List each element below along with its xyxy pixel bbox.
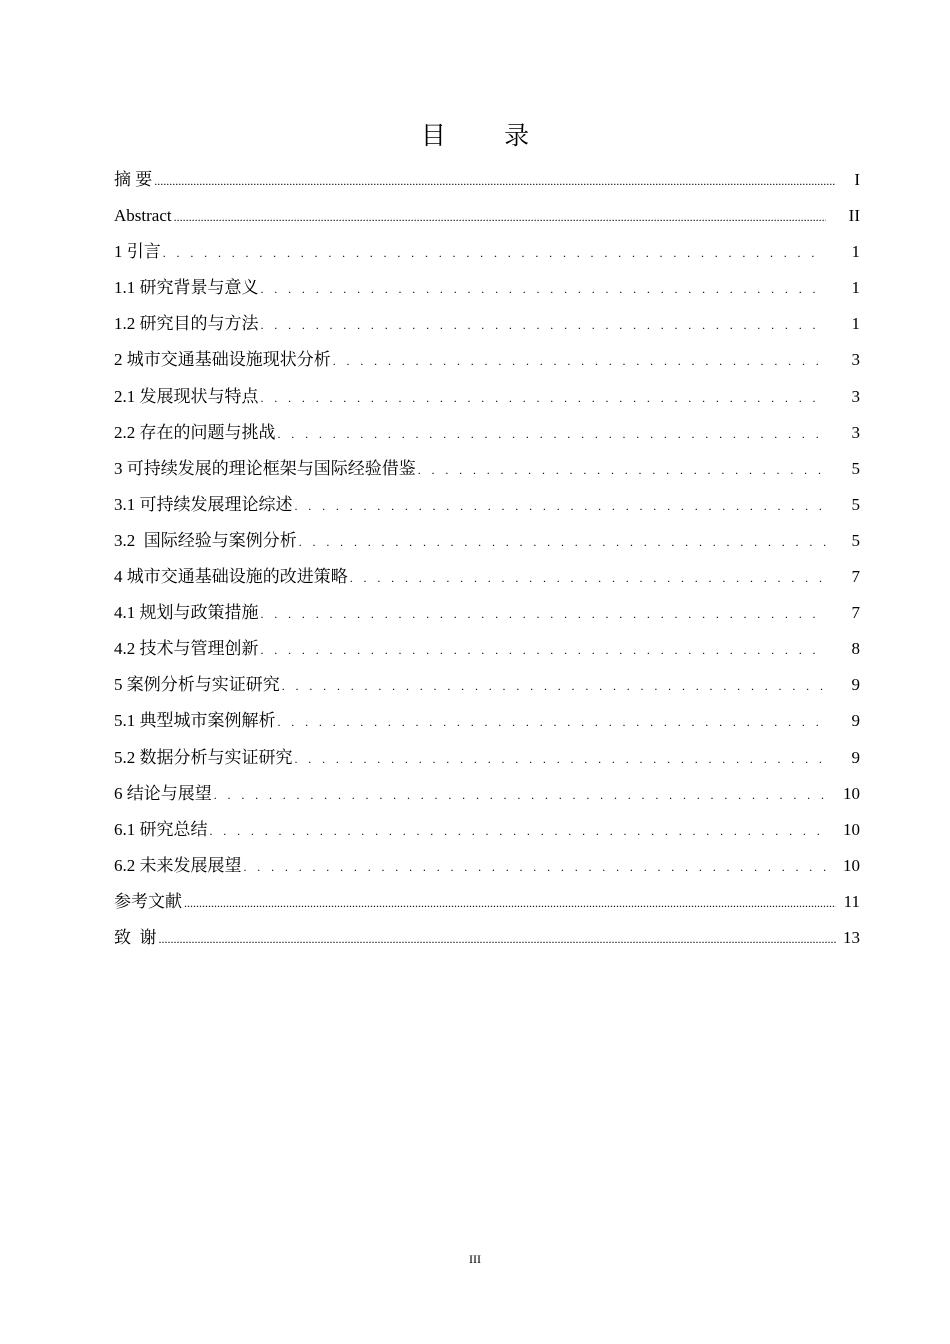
toc-entry-section-3-1[interactable] [114,487,860,523]
toc-entry-label: 3.2 国际经验与案例分析 [114,530,297,550]
toc-entry-page: 9 [851,711,860,731]
toc-dot-leader [261,306,827,343]
toc-dot-leader [278,415,827,452]
toc-entry-label: 4.1 规划与政策措施 [114,603,259,623]
toc-dot-leader [261,379,827,416]
toc-entry-page: 10 [843,855,860,875]
toc-dot-leader [278,703,827,740]
toc-entry-section-5-2[interactable] [114,740,860,776]
toc-entry-page: II [848,206,860,226]
toc-entry-page: 13 [843,927,860,947]
toc-entry-page: 1 [851,314,860,334]
toc-dot-leader [159,920,837,957]
toc-entry-acknowledgements[interactable] [114,920,860,956]
toc-entry-label: 参考文献 [114,891,182,911]
toc-dot-leader [418,451,826,488]
toc-entry-page: 1 [851,278,860,298]
toc-entry-page: 11 [843,891,860,911]
toc-dot-leader [350,559,826,596]
toc-entry-page: 5 [851,494,860,514]
toc-entry-page: 9 [851,675,860,695]
toc-entry-page: 3 [851,350,860,370]
toc-entry-label: 5.1 典型城市案例解析 [114,711,276,731]
toc-entry-label: 5 案例分析与实证研究 [114,675,280,695]
toc-entry-section-2-2[interactable] [114,415,860,451]
toc-dot-leader [163,234,826,271]
toc-entry-section-2-1[interactable] [114,379,860,415]
toc-dot-leader [282,667,826,704]
toc-entry-page: 8 [851,639,860,659]
toc-entry-label: 1 引言 [114,242,161,262]
toc-dot-leader [295,487,827,524]
toc-entry-page: 9 [851,747,860,767]
toc-entry-label: 6.1 研究总结 [114,819,208,839]
toc-entry-page: 5 [851,530,860,550]
toc-entry-label: 2.1 发展现状与特点 [114,386,259,406]
toc-dot-leader [210,812,827,849]
toc-dot-leader [261,631,827,668]
toc-entry-section-1-1[interactable] [114,270,860,306]
toc-entry-label: 4 城市交通基础设施的改进策略 [114,567,348,587]
toc-dot-leader [244,848,827,885]
toc-entry-section-4-2[interactable] [114,631,860,667]
toc-entry-page: 3 [851,422,860,442]
toc-entry-label: 6 结论与展望 [114,783,212,803]
toc-list [114,162,860,956]
toc-entry-chapter-4[interactable] [114,559,860,595]
toc-entry-page: 7 [851,567,860,587]
toc-dot-leader [333,342,826,379]
toc-entry-page: 5 [851,458,860,478]
toc-entry-label: 3.1 可持续发展理论综述 [114,494,293,514]
toc-entry-label: Abstract [114,206,172,226]
toc-entry-section-5-1[interactable] [114,703,860,739]
toc-entry-chapter-5[interactable] [114,667,860,703]
toc-dot-leader [184,884,836,921]
toc-entry-chapter-1[interactable] [114,234,860,270]
toc-entry-section-6-2[interactable] [114,848,860,884]
toc-entry-page: 10 [843,783,860,803]
toc-entry-label: 1.1 研究背景与意义 [114,278,259,298]
toc-entry-chapter-3[interactable] [114,451,860,487]
toc-entry-section-6-1[interactable] [114,812,860,848]
toc-dot-leader [299,523,826,560]
toc-entry-section-3-2[interactable] [114,523,860,559]
toc-entry-label: 2.2 存在的问题与挑战 [114,422,276,442]
toc-entry-abstract-en[interactable] [114,198,860,234]
toc-entry-chapter-6[interactable] [114,776,860,812]
toc-entry-section-1-2[interactable] [114,306,860,342]
toc-entry-chapter-2[interactable] [114,342,860,378]
toc-entry-label: 2 城市交通基础设施现状分析 [114,350,331,370]
page-number: III [469,1252,481,1266]
toc-dot-leader [295,740,827,777]
toc-dot-leader [174,198,826,235]
toc-entry-abstract-cn[interactable] [114,162,860,198]
toc-entry-page: 1 [851,242,860,262]
toc-entry-label: 1.2 研究目的与方法 [114,314,259,334]
toc-entry-page: 7 [851,603,860,623]
toc-entry-label: 3 可持续发展的理论框架与国际经验借鉴 [114,458,416,478]
toc-entry-references[interactable] [114,884,860,920]
toc-entry-label: 4.2 技术与管理创新 [114,639,259,659]
toc-dot-leader [261,270,827,307]
toc-entry-label: 致 谢 [114,927,157,947]
toc-entry-label: 6.2 未来发展展望 [114,855,242,875]
toc-entry-page: I [854,170,860,189]
toc-dot-leader [261,595,827,632]
toc-dot-leader [214,776,826,813]
toc-entry-label: 5.2 数据分析与实证研究 [114,747,293,767]
toc-entry-label: 摘 要 [114,170,153,189]
toc-dot-leader [154,162,836,199]
toc-entry-section-4-1[interactable] [114,595,860,631]
toc-entry-page: 10 [843,819,860,839]
toc-entry-page: 3 [851,386,860,406]
toc-title: 目 录 [420,123,556,150]
